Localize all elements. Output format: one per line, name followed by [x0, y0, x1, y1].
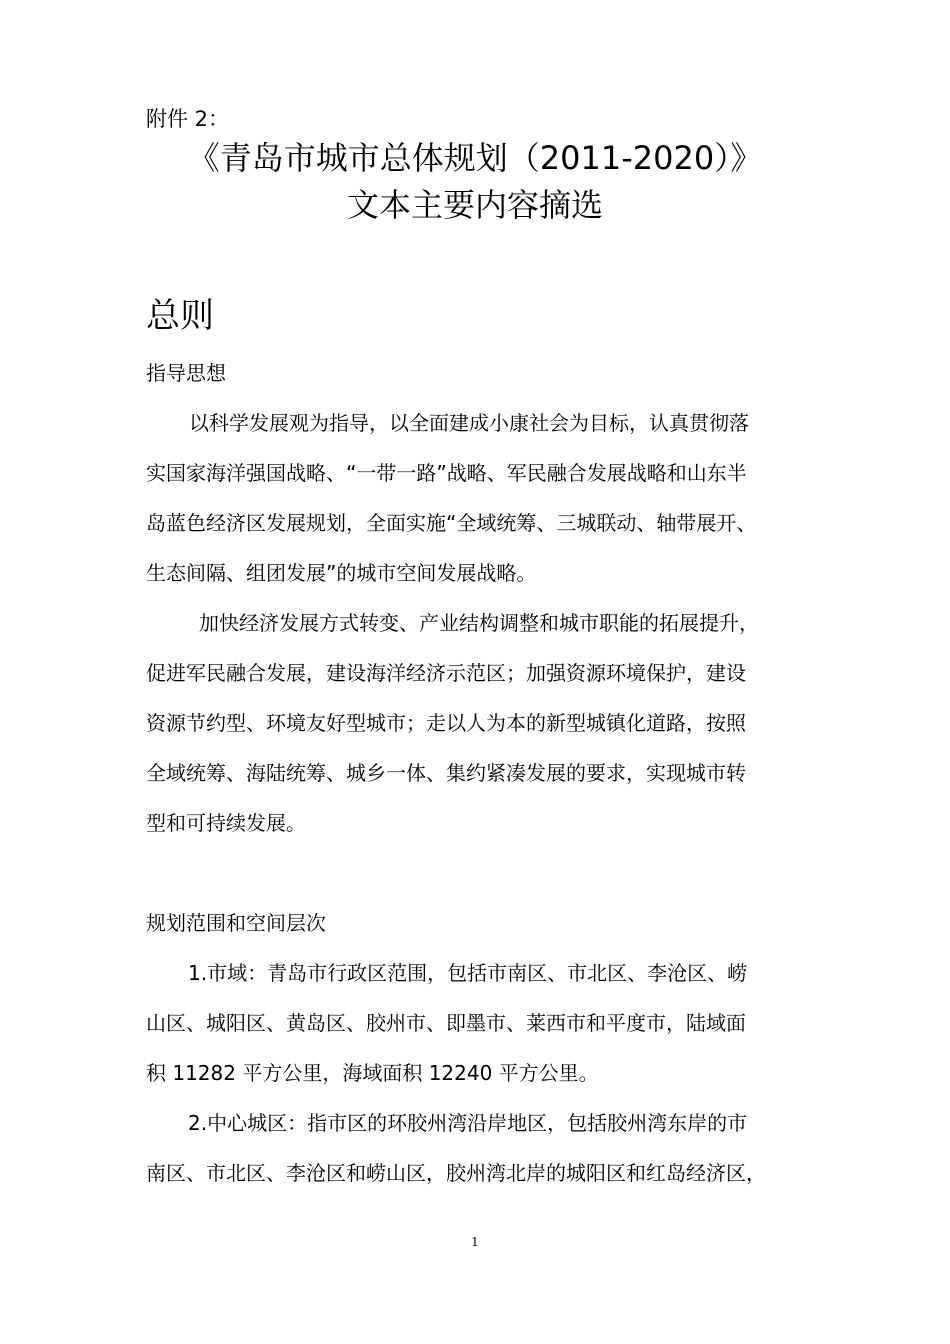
- paragraph-line: 1.市域：青岛市行政区范围，包括市南区、市北区、李沧区、崂: [188, 961, 748, 985]
- paragraph-line: 实国家海洋强国战略、“一带一路”战略、军民融合发展战略和山东半: [146, 461, 747, 485]
- document-title-line-2: 文本主要内容摘选: [346, 186, 603, 224]
- paragraph-line: 生态间隔、组团发展”的城市空间发展战略。: [146, 561, 537, 585]
- paragraph-line: 南区、市北区、李沧区和崂山区，胶州湾北岸的城阳区和红岛经济区，: [146, 1161, 766, 1185]
- paragraph-line: 加快经济发展方式转变、产业结构调整和城市职能的拓展提升，: [199, 611, 759, 635]
- paragraph-line: 2.中心城区：指市区的环胶州湾沿岸地区，包括胶州湾东岸的市: [188, 1111, 748, 1135]
- paragraph-line: 以科学发展观为指导，以全面建成小康社会为目标，认真贯彻落: [189, 411, 749, 435]
- paragraph-line: 山区、城阳区、黄岛区、胶州市、即墨市、莱西市和平度市，陆域面: [146, 1011, 746, 1035]
- paragraph-line: 资源节约型、环境友好型城市；走以人为本的新型城镇化道路，按照: [146, 711, 746, 735]
- document-title-line-1: 《青岛市城市总体规划（2011-2020）》: [187, 139, 763, 177]
- paragraph-line: 型和可持续发展。: [146, 811, 306, 835]
- paragraph-line: 全域统筹、海陆统筹、城乡一体、集约紧凑发展的要求，实现城市转: [146, 761, 746, 785]
- paragraph-line: 积 11282 平方公里，海域面积 12240 平方公里。: [146, 1061, 599, 1085]
- section-heading-general-provisions: 总则: [146, 296, 214, 336]
- subheading-guiding-ideology: 指导思想: [146, 361, 226, 385]
- subheading-planning-scope: 规划范围和空间层次: [146, 911, 326, 935]
- paragraph-line: 岛蓝色经济区发展规划，全面实施“全域统筹、三城联动、轴带展开、: [146, 511, 757, 535]
- paragraph-line: 促进军民融合发展，建设海洋经济示范区；加强资源环境保护，建设: [146, 661, 746, 685]
- attachment-label: 附件 2：: [146, 107, 230, 131]
- page-number: 1: [471, 1235, 479, 1249]
